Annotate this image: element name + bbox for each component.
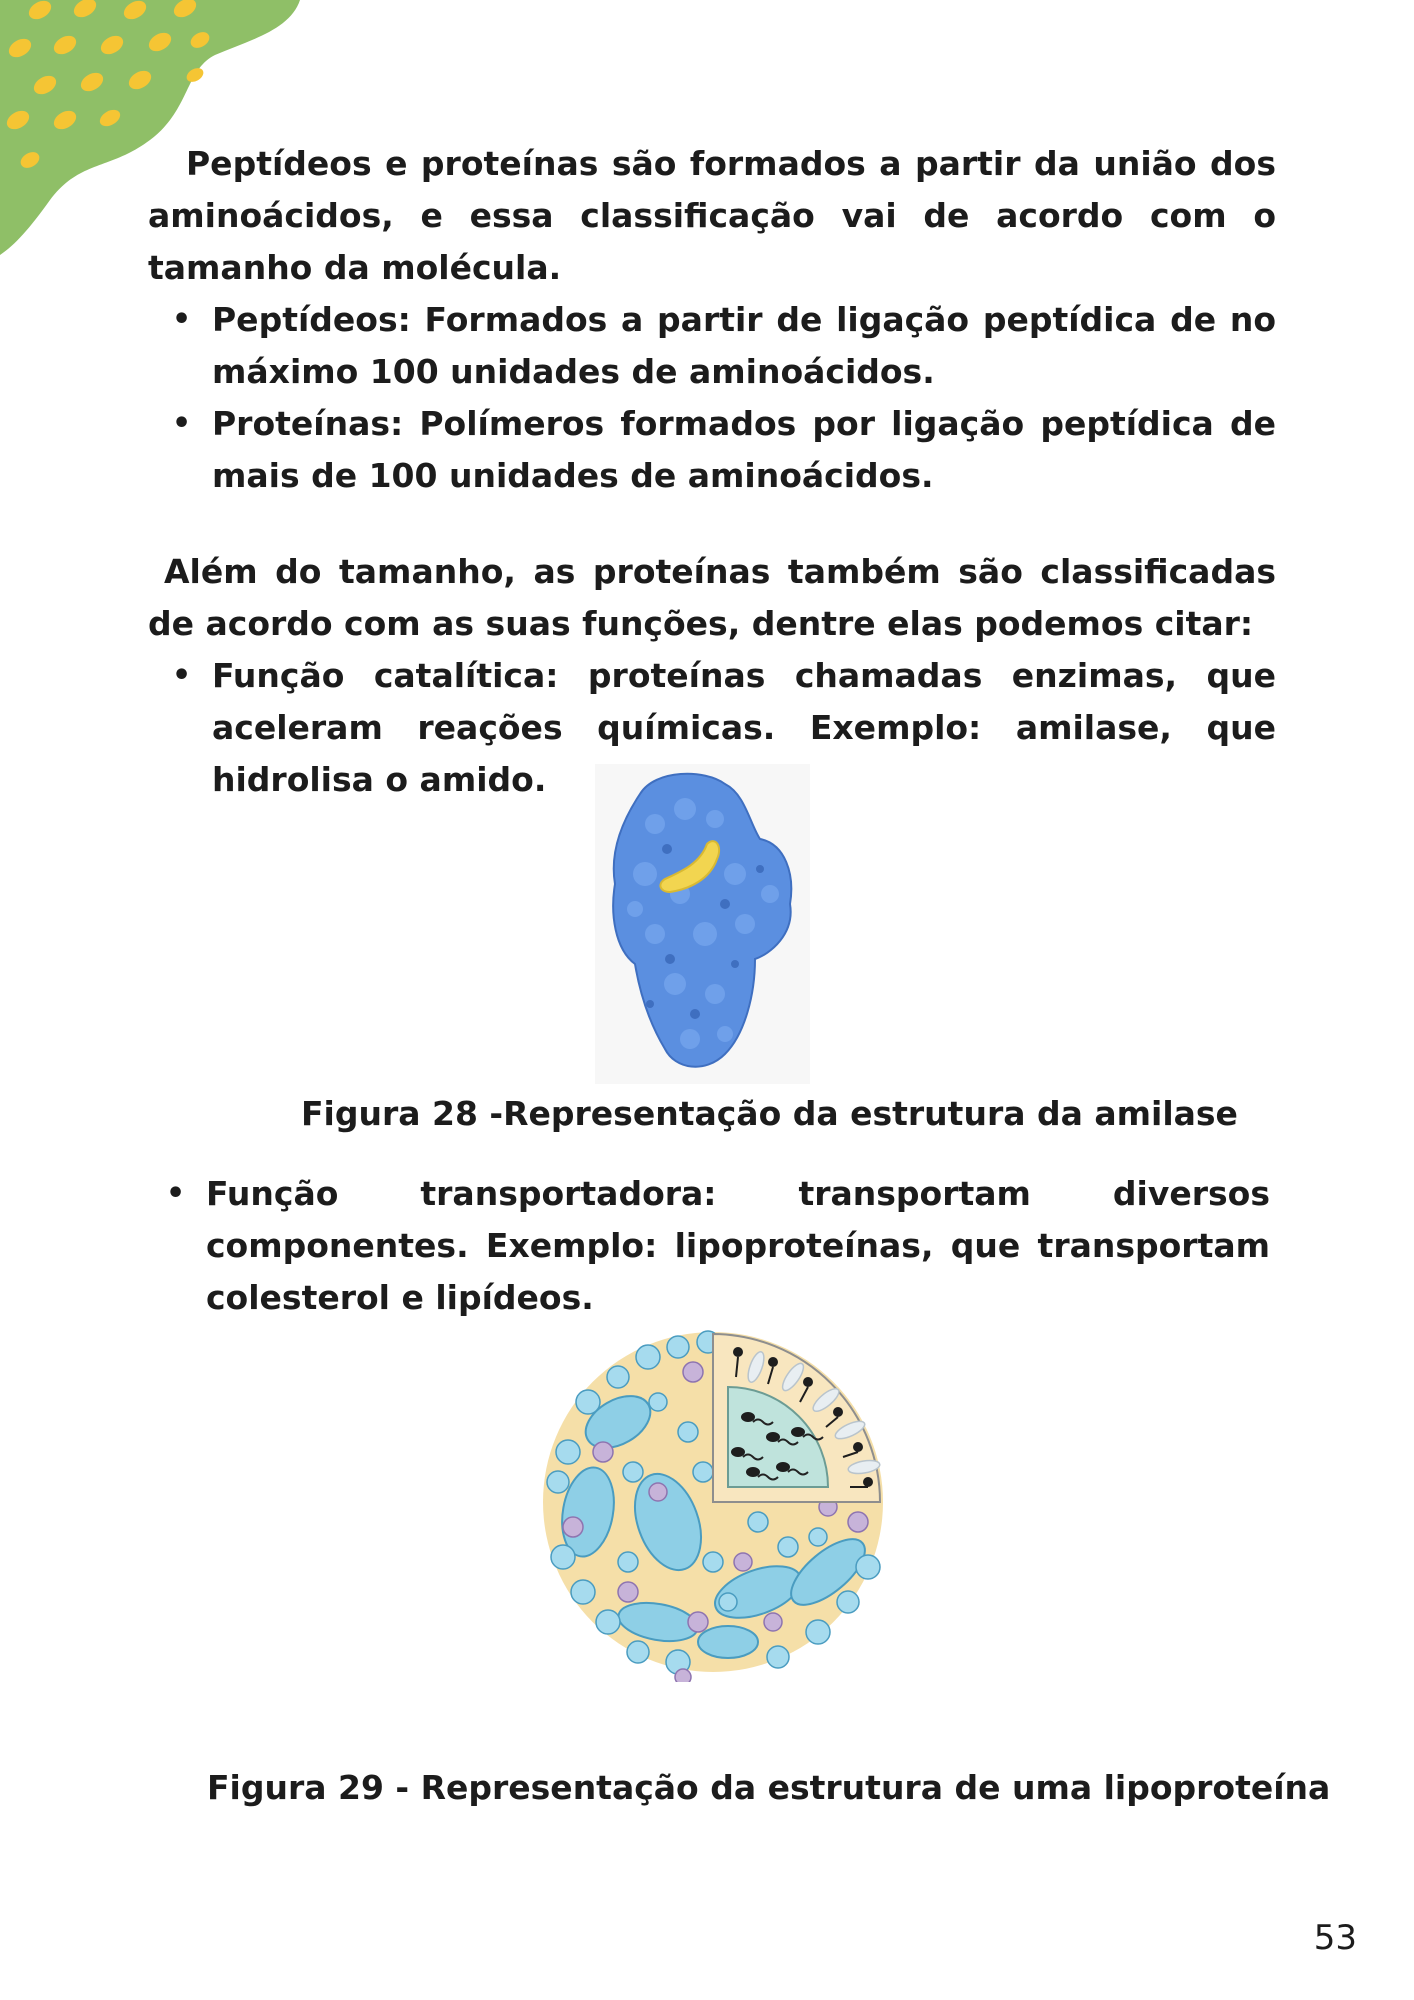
- transport-section: [142, 1168, 1270, 1324]
- lipoprotein-structure-image: [528, 1322, 898, 1682]
- figure-29-caption: Figura 29 - Representação da estrutura de uma lipoproteína: [207, 1768, 1331, 1807]
- intro-paragraph: Peptídeos e proteínas são formados a partir da união dos aminoácidos, e essa classificação vai de acordo com o tamanho da molécula.: [148, 144, 1276, 287]
- list-item: • Função catalítica: proteínas chamadas enzimas, que aceleram reações químicas. Exemplo: amilase, que hidrolisa o amido.: [212, 650, 1276, 806]
- page-number: 53: [1313, 1918, 1357, 1958]
- list-item: • Proteínas: Polímeros formados por ligação peptídica de mais de 100 unidades de aminoácidos.: [212, 398, 1276, 502]
- list-item: • Peptídeos: Formados a partir de ligação peptídica de no máximo 100 unidades de aminoácidos.: [212, 294, 1276, 398]
- figure-28-caption: Figura 28 -Representação da estrutura da amilase: [301, 1094, 1238, 1133]
- transport-bullet-list: [142, 1168, 1270, 1324]
- amylase-structure-image: [595, 764, 810, 1084]
- list-item: • Função transportadora: transportam diversos componentes. Exemplo: lipoproteínas, que transportam colesterol e lipídeos.: [206, 1168, 1270, 1324]
- intro-bullet-list: [148, 294, 1276, 502]
- functions-paragraph: Além do tamanho, as proteínas também são classificadas de acordo com as suas funções, dentre elas podemos citar:: [148, 552, 1276, 643]
- intro-section: [148, 138, 1276, 502]
